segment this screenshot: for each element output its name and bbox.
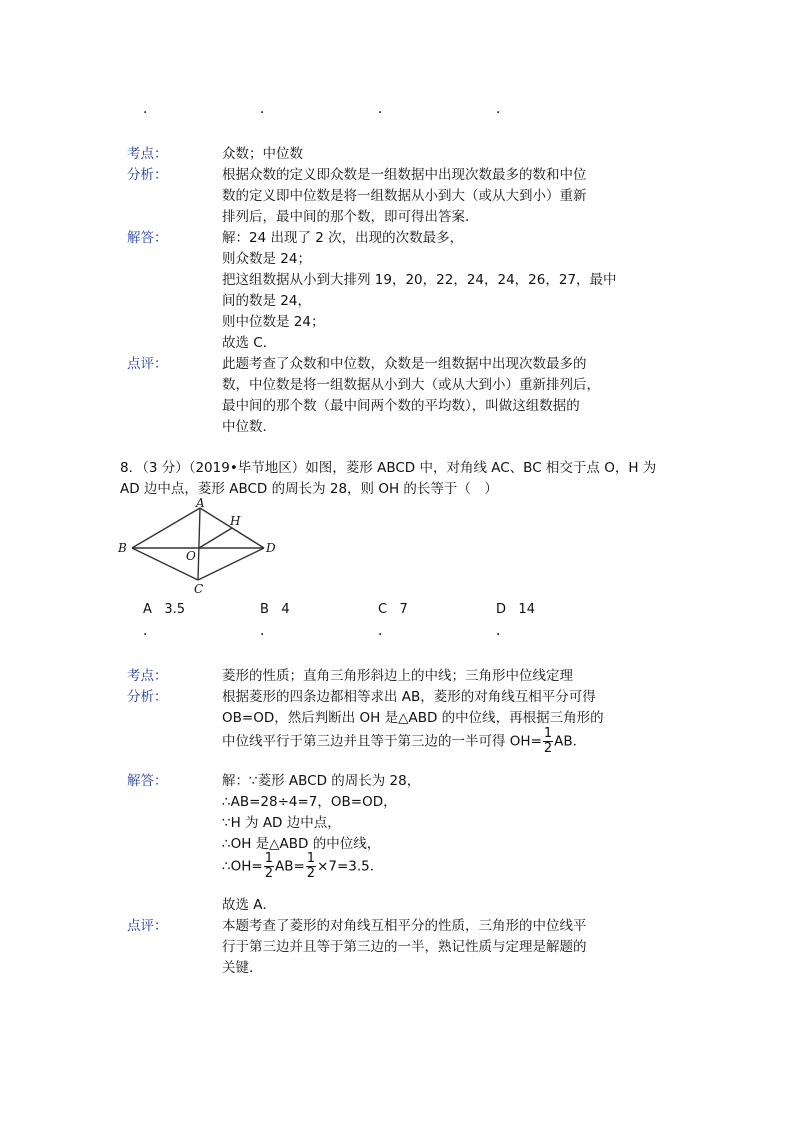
fenxi-line: 根据菱形的四条边都相等求出 AB，菱形的对角线互相平分可得 (222, 689, 596, 705)
jieda-label: 解答： (127, 773, 168, 789)
jieda-line: 解：24 出现了 2 次，出现的次数最多， (222, 230, 464, 246)
jieda-line: 把这组数据从小到大排列 19，20，22，24，24，26，27，最中 (222, 272, 617, 288)
dianping-line: 最中间的那个数（最中间两个数的平均数），叫做这组数据的 (222, 398, 580, 414)
option-letter: A (143, 602, 152, 617)
fraction-denominator: 2 (264, 866, 273, 881)
jieda-line: 解：∵菱形 ABCD 的周长为 28， (222, 773, 421, 789)
dianping-line: 本题考查了菱形的对角线互相平分的性质，三角形的中位线平 (222, 918, 587, 934)
dianping-line: 关键． (222, 960, 263, 976)
option-b (260, 602, 290, 617)
option-value: 14 (518, 602, 535, 617)
kaodian-label: 考点： (127, 146, 168, 162)
fraction-one-half (306, 852, 316, 881)
question-stem: 8．（3 分）（2019•毕节地区）如图，菱形 ABCD 中，对角线 AC、BC 相交于点 O，H 为 (120, 460, 657, 476)
jieda-line: 则中位数是 24； (222, 314, 325, 330)
jieda-line: ∵H 为 AD 边中点， (222, 815, 341, 831)
fenxi-text: 中位线平行于第三边并且等于第三边的一半可得 OH= (222, 733, 542, 750)
vertex-b-label: B (118, 541, 127, 555)
option-dot: ． (260, 623, 274, 639)
option-value: 3.5 (164, 602, 185, 617)
rhombus-figure (112, 496, 282, 596)
option-dot: ． (378, 101, 392, 117)
kaodian-label: 考点： (127, 668, 168, 684)
option-dot: ． (143, 101, 157, 117)
fraction-denominator: 2 (543, 741, 553, 756)
option-d (496, 602, 535, 617)
fenxi-label: 分析： (127, 689, 168, 705)
fenxi-line (222, 727, 586, 756)
jieda-label: 解答： (127, 230, 168, 246)
fraction-denominator: 2 (306, 866, 316, 881)
point-o-label: O (186, 549, 196, 563)
jieda-line: 间的数是 24， (222, 293, 311, 309)
jieda-text: ×7=3.5． (317, 858, 384, 875)
kaodian-text: 菱形的性质；直角三角形斜边上的中线；三角形中位线定理 (222, 668, 573, 684)
jieda-text: ∴OH= (222, 858, 263, 875)
option-letter: B (260, 602, 269, 617)
vertex-d-label: D (266, 541, 276, 555)
dianping-label: 点评： (127, 918, 168, 934)
option-value: 7 (399, 602, 408, 617)
dianping-line: 中位数． (222, 419, 276, 435)
option-letter: C (378, 602, 388, 617)
dianping-line: 行于第三边并且等于第三边的一半，熟记性质与定理是解题的 (222, 939, 587, 955)
option-a (143, 602, 185, 617)
kaodian-text: 众数；中位数 (222, 146, 303, 162)
jieda-text: AB= (274, 858, 305, 875)
fraction-numerator: 1 (543, 726, 553, 741)
option-letter: D (496, 602, 507, 617)
fenxi-line: 根据众数的定义即众数是一组数据中出现次数最多的数和中位 (222, 167, 587, 183)
jieda-line: ∴AB=28÷4=7，OB=OD， (222, 794, 397, 810)
dianping-label: 点评： (127, 356, 168, 372)
fraction-numerator: 1 (264, 851, 273, 866)
option-dot: ． (496, 623, 510, 639)
question-stem: AD 边中点，菱形 ABCD 的周长为 28，则 OH 的长等于（ ） (120, 481, 498, 497)
option-value: 4 (281, 602, 290, 617)
option-c (378, 602, 408, 617)
jieda-line (222, 852, 383, 881)
dianping-line: 此题考查了众数和中位数，众数是一组数据中出现次数最多的 (222, 356, 587, 372)
dianping-line: 数，中位数是将一组数据从小到大（或从大到小）重新排列后， (222, 377, 600, 393)
vertex-c-label: C (194, 582, 204, 596)
fenxi-line: OB=OD，然后判断出 OH 是△ABD 的中位线，再根据三角形的 (222, 710, 604, 726)
fenxi-line: 数的定义即中位数是将一组数据从小到大（或从大到小）重新 (222, 188, 587, 204)
vertex-a-label: A (196, 496, 205, 510)
option-dot: ． (378, 623, 392, 639)
fenxi-label: 分析： (127, 167, 168, 183)
jieda-line: ∴OH 是△ABD 的中位线， (222, 836, 381, 852)
fraction-one-half (264, 852, 274, 881)
option-dot: ． (496, 101, 510, 117)
jieda-line: 故选 C． (222, 335, 277, 351)
jieda-line: 故选 A． (222, 897, 277, 913)
point-h-label: H (230, 514, 241, 528)
fenxi-text: AB． (554, 733, 587, 750)
option-dot: ． (260, 101, 274, 117)
fraction-one-half (543, 727, 553, 756)
fenxi-line: 排列后，最中间的那个数，即可得出答案． (222, 209, 479, 225)
jieda-line: 则众数是 24； (222, 251, 311, 267)
option-dot: ． (143, 623, 157, 639)
fraction-numerator: 1 (306, 851, 316, 866)
